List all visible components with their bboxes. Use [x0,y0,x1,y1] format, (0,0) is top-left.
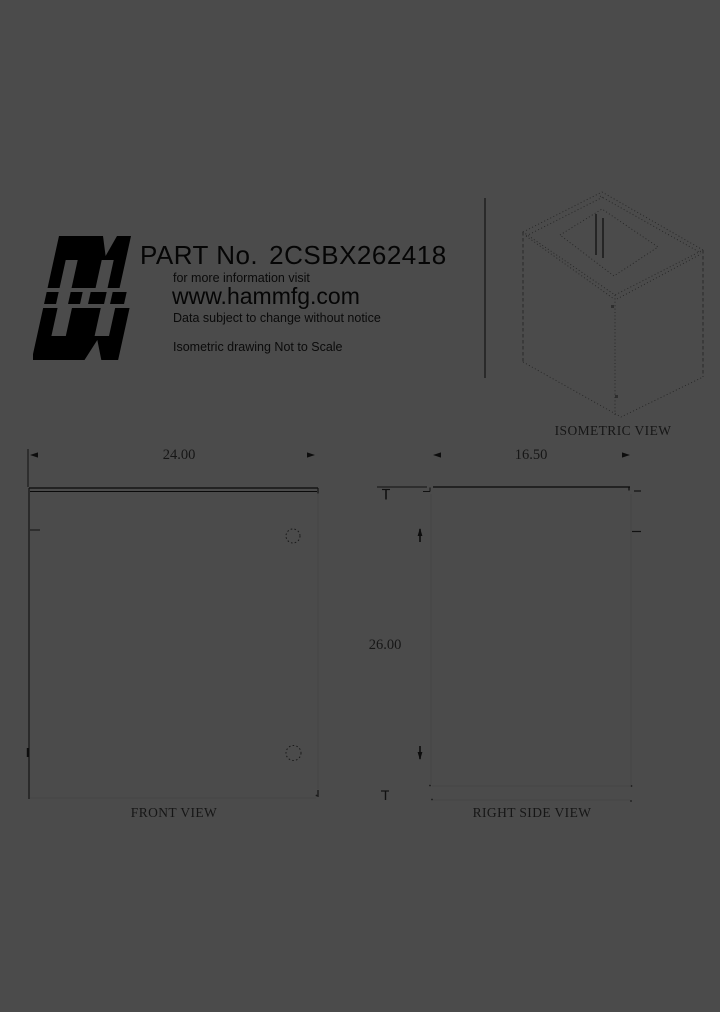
dim-front-height: 26.00 [368,637,402,653]
isometric-view-label: ISOMETRIC VIEW [554,423,672,438]
front-view [28,449,422,799]
isometric-box [523,192,703,417]
dim-side-width: 16.50 [514,447,548,463]
iso-lid-tab [596,214,603,258]
part-label: PART No. [140,240,259,270]
dim-front-width: 24.00 [162,447,196,463]
part-number: 2CSBX262418 [269,240,447,270]
right-side-view [377,452,641,801]
scale-note-text: Isometric drawing Not to Scale [173,340,343,354]
front-view-label: FRONT VIEW [130,805,218,820]
corner-dots [429,785,632,802]
website-text: www.hammfg.com [172,283,360,309]
disclaimer-text: Data subject to change without notice [173,311,381,325]
right-side-view-label: RIGHT SIDE VIEW [472,805,592,820]
iso-feature-marks [611,305,618,398]
info-line: for more information visit [173,271,310,285]
